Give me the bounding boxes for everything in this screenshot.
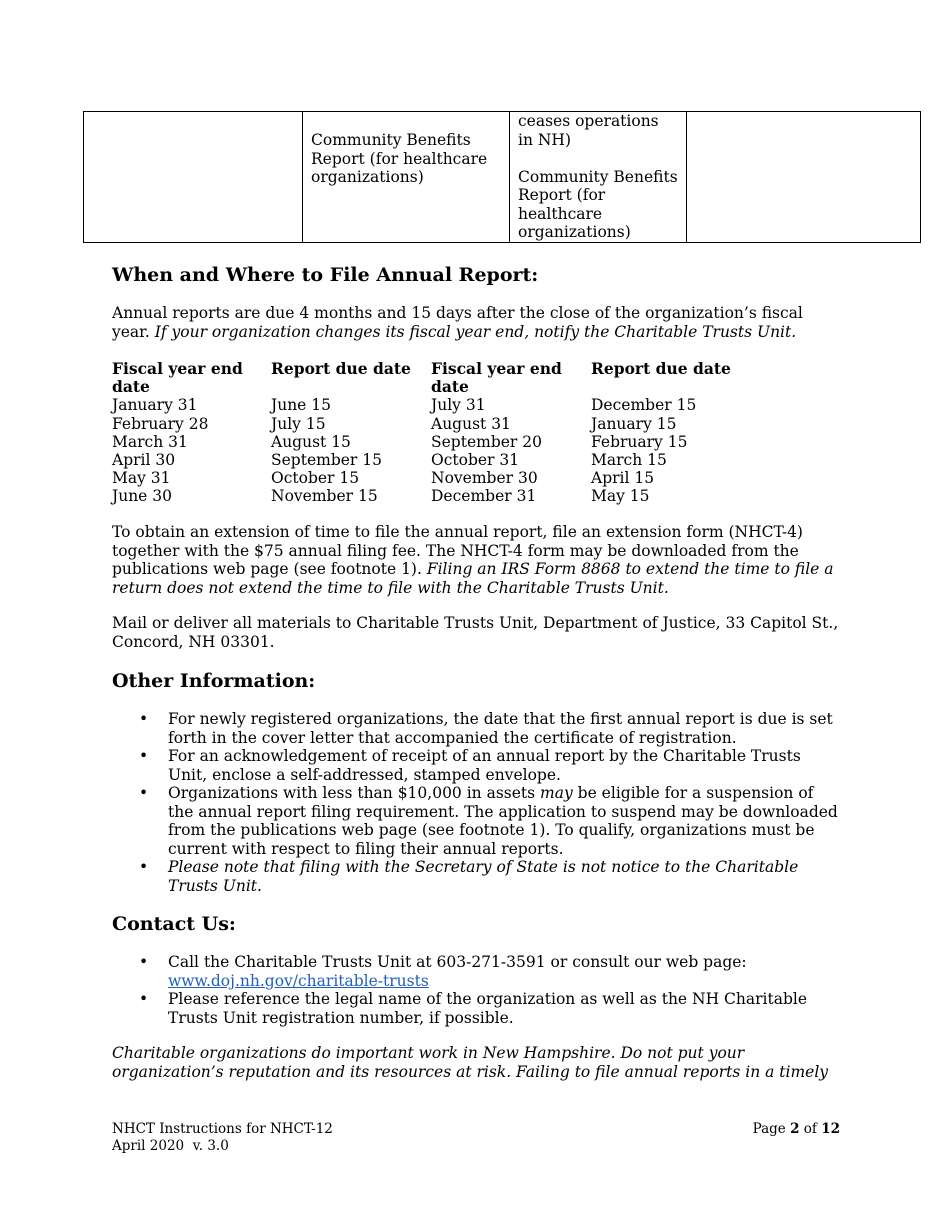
bullet-icon: • [139, 858, 149, 876]
other-info-list [112, 710, 842, 895]
page-footer [112, 1121, 840, 1154]
table-cell-report: Community Benefits Report (for healthcare organizations) [303, 112, 510, 243]
due-intro: Annual reports are due 4 months and 15 days after the close of the organization’s fiscal year. If your organization changes its fiscal year end, notify the Charitable Trusts Unit. [112, 304, 803, 341]
footer-title: NHCT Instructions for NHCT-12 [112, 1121, 333, 1137]
extension-paragraph: To obtain an extension of time to file the annual report, file an extension form (NHCT-4) together with the $75 annual filing fee. The NHCT-4 form may be downloaded from the publications web page (see footnote 1). Filing an IRS Form 8868 to extend the time to file a return does not extend the time to file with the Charitable Trusts Unit. [112, 523, 834, 597]
column-header: Report due date [271, 359, 411, 378]
table-row: January 31 June 15 July 31 December 15 [112, 396, 697, 415]
due-date-schedule [112, 360, 842, 506]
condition-text: Community Benefits Report (for healthcare organizations) [518, 167, 678, 241]
column-header: Fiscal year end date [431, 359, 562, 397]
section-heading: Contact Us: [112, 913, 236, 935]
table-row [84, 112, 921, 243]
list-item: • Please reference the legal name of the organization as well as the NH Charitable Trusts Unit registration number, if possible. [139, 990, 808, 1027]
list-item: • Organizations with less than $10,000 in assets may be eligible for a suspension of the annual report filing requirement. The application to suspend may be downloaded from the publications web page (see footnote 1). To qualify, organizations must be current with respect to filing their annual reports. [139, 784, 838, 858]
footer-version: April 2020 v. 3.0 [112, 1137, 229, 1154]
other-info-section [112, 669, 842, 693]
list-item: • For an acknowledgement of receipt of an annual report by the Charitable Trusts Unit, enclose a self-addressed, stamped envelope. [139, 747, 801, 784]
table-row: February 28 July 15 August 31 January 15 [112, 414, 677, 433]
bullet-icon: • [139, 747, 149, 765]
contact-list [112, 953, 842, 1027]
list-item: • For newly registered organizations, the date that the first annual report is due is set forth in the cover letter that accompanied the certificate of registration. [139, 710, 833, 747]
condition-text: ceases operations in NH) [518, 112, 659, 149]
bullet-icon: • [139, 784, 149, 802]
table-row: April 30 September 15 October 31 March 15 [112, 451, 667, 470]
schedule-table [112, 360, 751, 506]
continued-table [83, 111, 921, 243]
contact-section [112, 912, 842, 936]
mail-paragraph: Mail or deliver all materials to Charitable Trusts Unit, Department of Justice, 33 Capitol St., Concord, NH 03301. [112, 614, 839, 651]
web-page-link[interactable]: www.doj.nh.gov/charitable-trusts [168, 971, 429, 990]
closing-paragraph: Charitable organizations do important work in New Hampshire. Do not put your organization’s reputation and its resources at risk. Failing to file annual reports in a timely [112, 1044, 829, 1081]
table-row: March 31 August 15 September 20 February 15 [112, 432, 688, 451]
column-header: Fiscal year end date [112, 359, 243, 397]
column-header: Report due date [591, 359, 731, 378]
table-row: May 31 October 15 November 30 April 15 [112, 469, 655, 488]
table-cell-empty [687, 112, 921, 243]
list-item: • Call the Charitable Trusts Unit at 603-271-3591 or consult our web page: www.doj.nh.gov/charitable-trusts [139, 953, 747, 990]
bullet-icon: • [139, 990, 149, 1008]
section-heading: Other Information: [112, 670, 316, 692]
bullet-icon: • [139, 953, 149, 971]
bullet-icon: • [139, 710, 149, 728]
table-header-row [112, 360, 751, 396]
when-where-section [112, 263, 842, 287]
list-item: • Please note that filing with the Secretary of State is not notice to the Charitable Trusts Unit. [139, 858, 799, 895]
table-row: June 30 November 15 December 31 May 15 [112, 487, 650, 506]
section-heading: When and Where to File Annual Report: [112, 264, 539, 286]
table-cell-empty [84, 112, 303, 243]
page-number: Page 2 of 12 [752, 1121, 840, 1137]
table-cell-conditions [510, 112, 687, 243]
